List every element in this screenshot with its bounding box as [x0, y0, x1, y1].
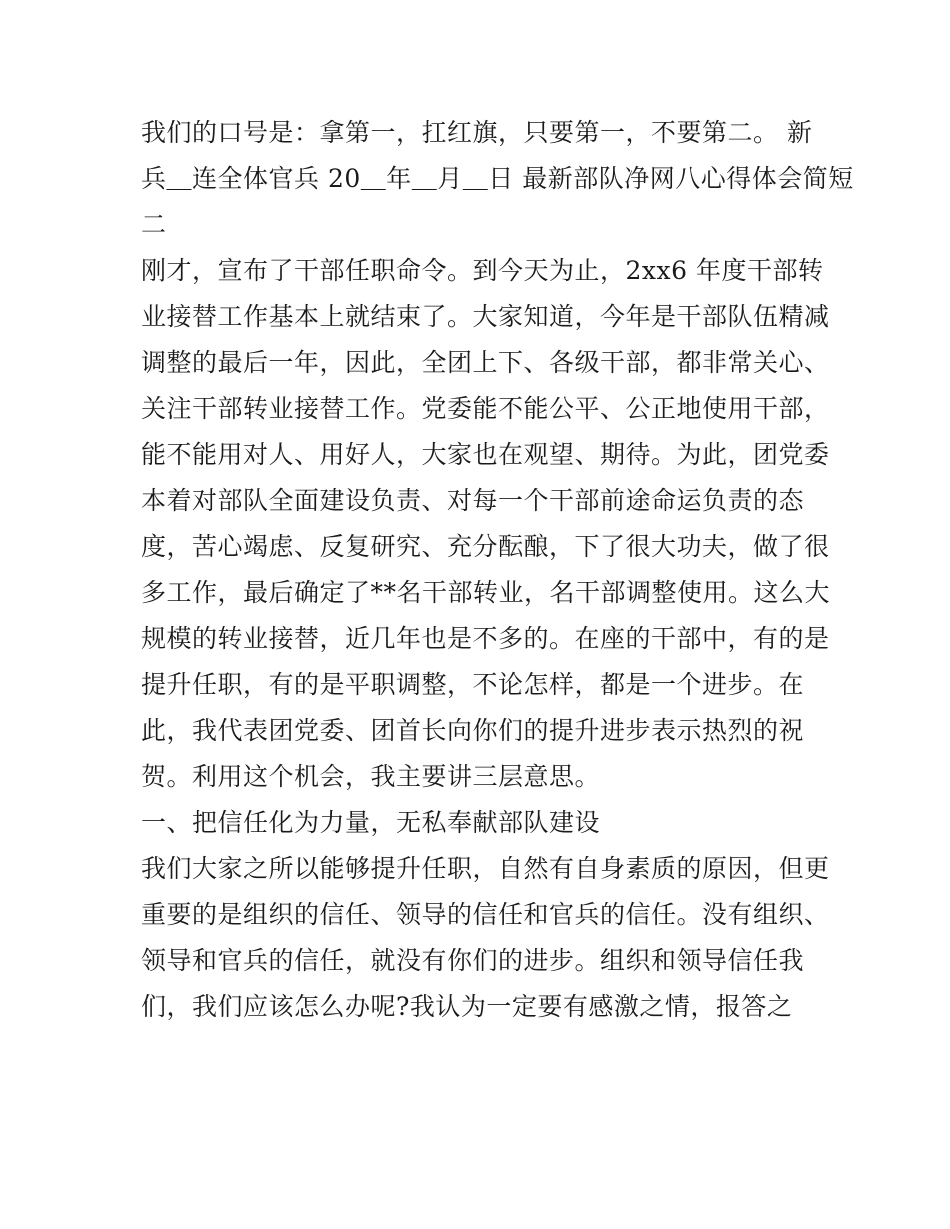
- text-line: 度，苦心竭虑、反复研究、充分酝酿，下了很大功夫，做了很: [141, 532, 830, 561]
- text-line: 重要的是组织的信任、领导的信任和官兵的信任。没有组织、: [141, 900, 830, 929]
- text-line: 规模的转业接替，近几年也是不多的。在座的干部中，有的是: [141, 624, 830, 653]
- text-line: 贺。利用这个机会，我主要讲三层意思。: [141, 762, 601, 791]
- text-line: 关注干部转业接替工作。党委能不能公平、公正地使用干部，: [141, 394, 830, 423]
- text-line: 多工作，最后确定了**名干部转业，名干部调整使用。这么大: [141, 578, 831, 607]
- text-line: 们，我们应该怎么办呢?我认为一定要有感激之情，报答之: [141, 992, 793, 1021]
- text-line: 我们大家之所以能够提升任职，自然有自身素质的原因，但更: [141, 854, 830, 883]
- document-body: [141, 110, 854, 1030]
- text-line: 二: [141, 210, 167, 239]
- text-line: 调整的最后一年，因此，全团上下、各级干部，都非常关心、: [141, 348, 830, 377]
- text-line: 本着对部队全面建设负责、对每一个干部前途命运负责的态: [141, 486, 805, 515]
- text-line: 提升任职，有的是平职调整，不论怎样，都是一个进步。在: [141, 670, 805, 699]
- text-line: 业接替工作基本上就结束了。大家知道，今年是干部队伍精减: [141, 302, 830, 331]
- section-heading: 一、把信任化为力量，无私奉献部队建设: [141, 808, 601, 837]
- text-line: 能不能用对人、用好人，大家也在观望、期待。为此，团党委: [141, 440, 830, 469]
- text-line: 领导和官兵的信任，就没有你们的进步。组织和领导信任我: [141, 946, 805, 975]
- text-line: 刚才，宣布了干部任职命令。到今天为止，2xx6 年度干部转: [141, 256, 824, 285]
- text-line: 我们的口号是：拿第一，扛红旗，只要第一，不要第二。 新: [141, 118, 813, 147]
- text-line: 兵＿连全体官兵 20＿年＿月＿日 最新部队净网八心得体会简短: [141, 164, 854, 193]
- text-line: 此，我代表团党委、团首长向你们的提升进步表示热烈的祝: [141, 716, 805, 745]
